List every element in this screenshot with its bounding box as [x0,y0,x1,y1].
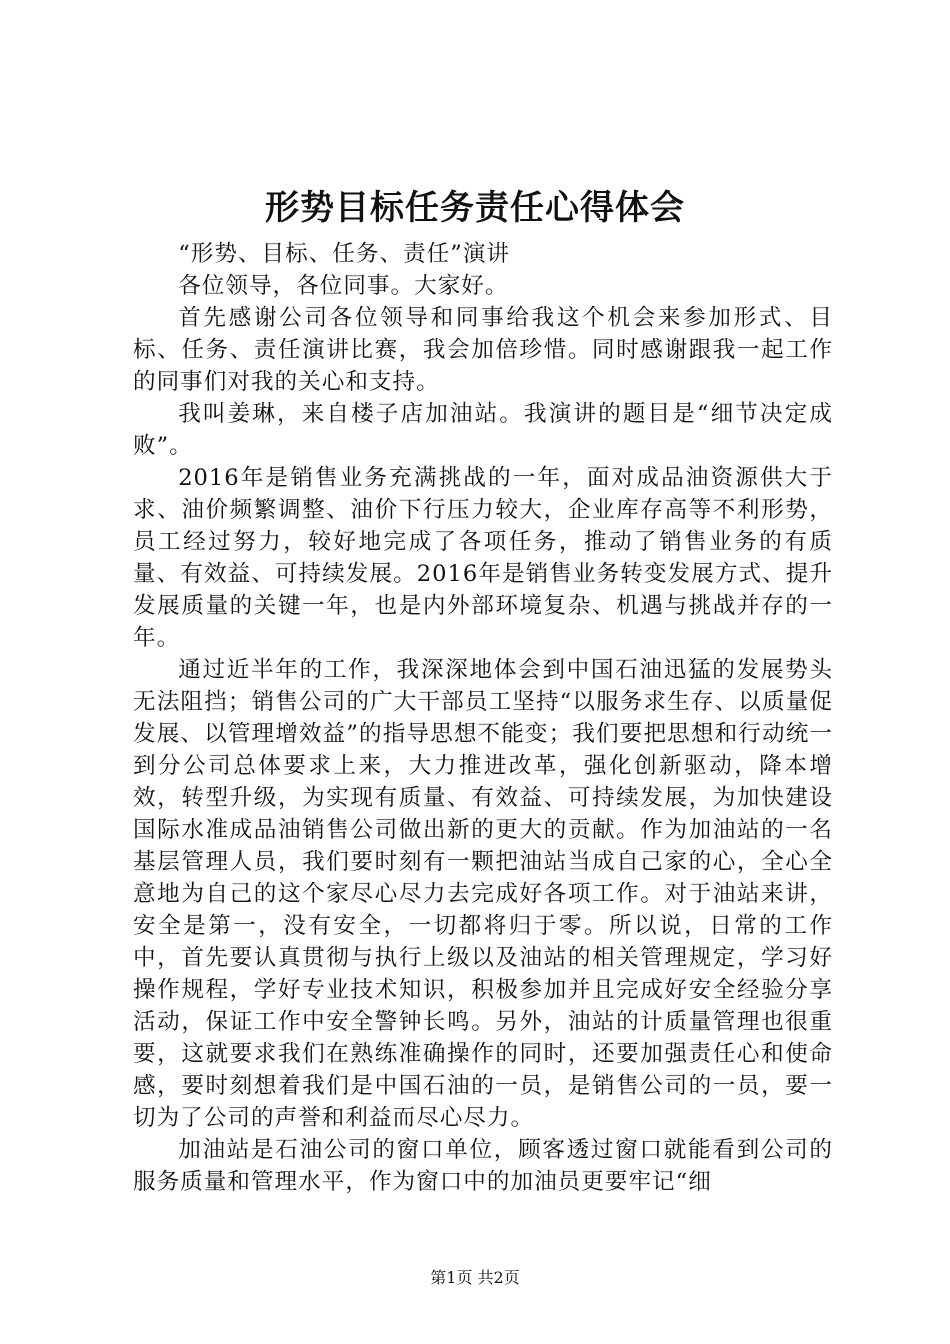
document-body [133,238,833,1198]
paragraph-greeting: 各位领导，各位同事。大家好。 [178,273,509,299]
paragraph-window-unit: 加油站是石油公司的窗口单位，顾客透过窗口就能看到公司的服务质量和管理水平，作为窗口中的加油员更要牢记“细 [133,1137,833,1195]
document-title: 形势目标任务责任心得体会 [265,188,685,228]
paragraph-introduction: 我叫姜琳，来自楼子店加油站。我演讲的题目是“细节决定成败”。 [133,401,833,459]
paragraph-2016-review: 2016年是销售业务充满挑战的一年，面对成品油资源供大于求、油价频繁调整、油价下行压力较大，企业库存高等不利形势，员工经过努力，较好地完成了各项任务，推动了销售业务的有质量、有效益、可持续发展。2016年是销售业务转变发展方式、提升发展质量的关键一年，也是内外部环境复杂、机遇与挑战并存的一年。 [133,465,833,651]
page-footer: 第1页 共2页 [430,1268,520,1287]
paragraph-subtitle: “形势、目标、任务、责任”演讲 [178,241,511,267]
paragraph-experience: 通过近半年的工作，我深深地体会到中国石油迅猛的发展势头无法阻挡；销售公司的广大干部员工坚持“以服务求生存、以质量促发展、以管理增效益”的指导思想不能变；我们要把思想和行动统一到分公司总体要求上来，大力推进改革，强化创新驱动，降本增效，转型升级，为实现有质量、有效益、可持续发展，为加快建设国际水准成品油销售公司做出新的更大的贡献。作为加油站的一名基层管理人员，我们要时刻有一颗把油站当成自己家的心，全心全意地为自己的这个家尽心尽力去完成好各项工作。对于油站来讲，安全是第一，没有安全，一切都将归于零。所以说，日常的工作中，首先要认真贯彻与执行上级以及油站的相关管理规定，学习好操作规程，学好专业技术知识，积极参加并且完成好安全经验分享活动，保证工作中安全警钟长鸣。另外，油站的计质量管理也很重要，这就要求我们在熟练准确操作的同时，还要加强责任心和使命感，要时刻想着我们是中国石油的一员，是销售公司的一员，要一切为了公司的声誉和利益而尽心尽力。 [133,657,833,1131]
paragraph-thanks: 首先感谢公司各位领导和同事给我这个机会来参加形式、目标、任务、责任演讲比赛，我会加倍珍惜。同时感谢跟我一起工作的同事们对我的关心和支持。 [133,305,833,395]
